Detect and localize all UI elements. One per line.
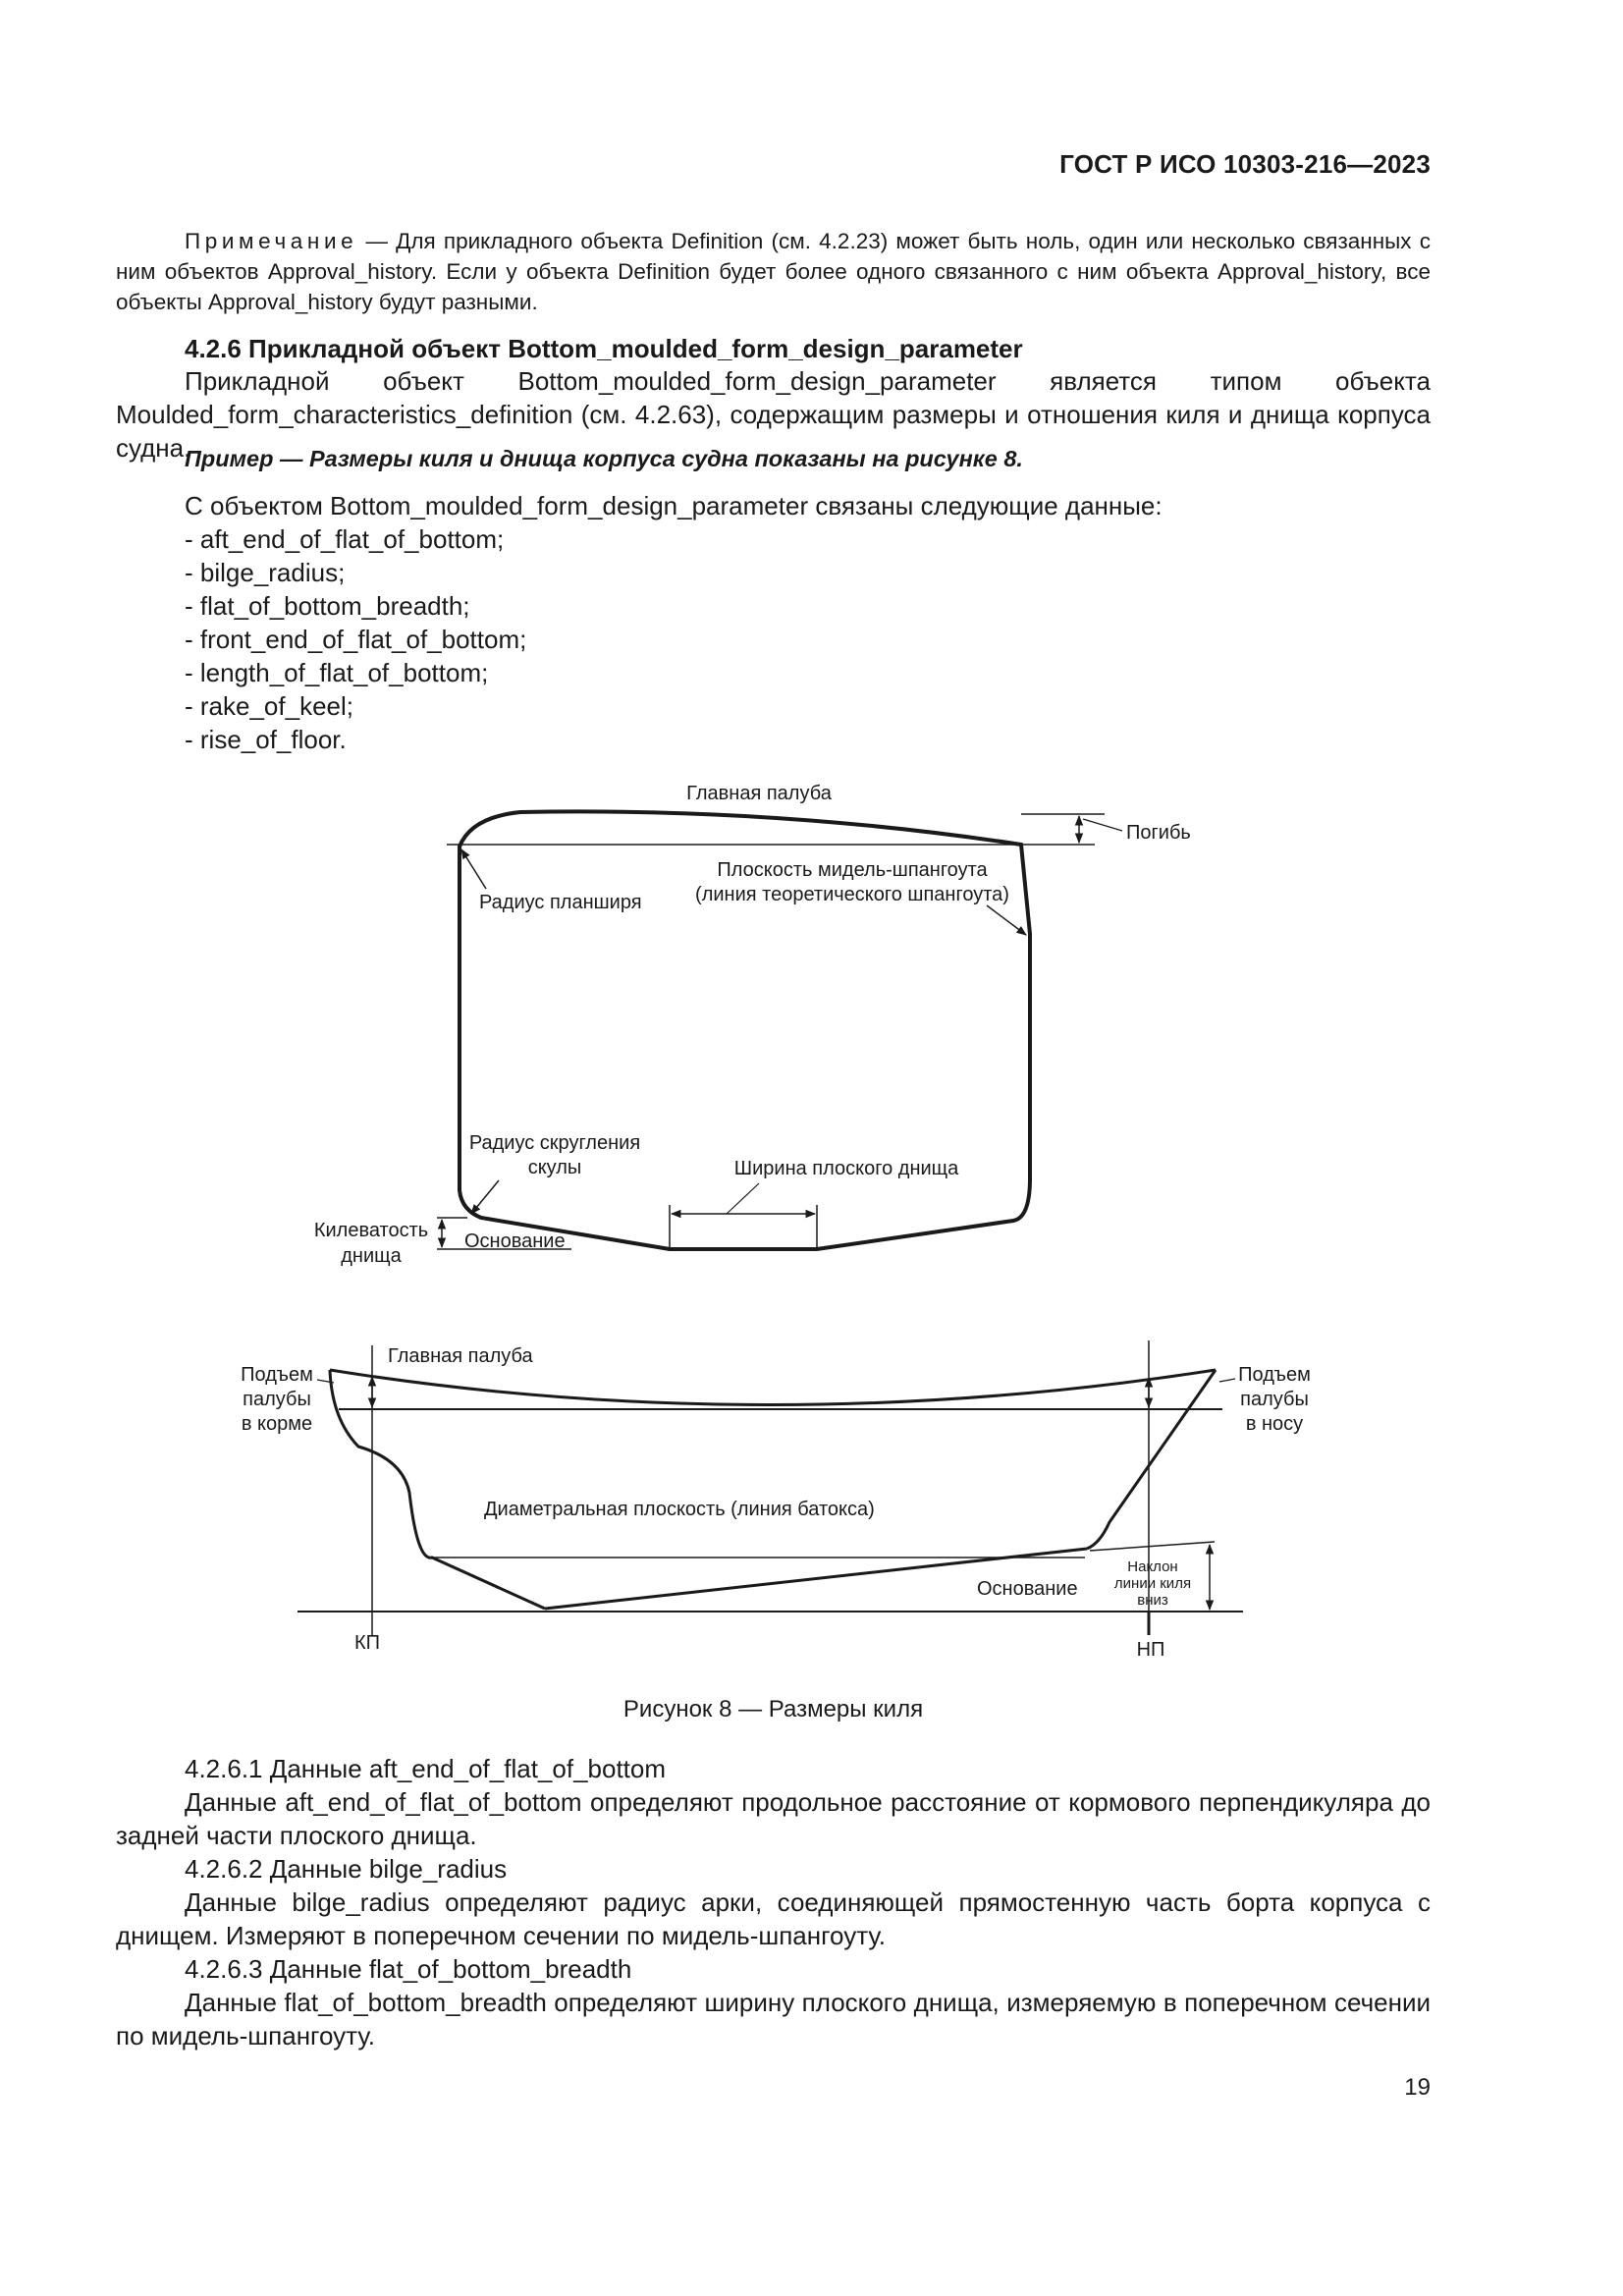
note-text: — Для прикладного объекта Definition (см. 4.2.23) может быть ноль, один или несколько связанных с ним объектов Approval_history. Если у объекта Definition будет более одного связанного с ним объекта Approval_history, все объекты Approval_history будут разными. — [116, 229, 1431, 314]
svg-text:Радиус планширя: Радиус планширя — [479, 892, 642, 913]
stern-profile — [330, 1370, 545, 1609]
svg-text:вниз: вниз — [1137, 1592, 1168, 1609]
bow-profile — [1087, 1370, 1216, 1549]
svg-text:НП: НП — [1136, 1639, 1165, 1661]
subsection-text: Данные flat_of_bottom_breadth определяют ширину плоского днища, измеряемую в поперечном сечении по мидель-шпангоуту. — [116, 1988, 1431, 2050]
profile-labels — [241, 1345, 1311, 1661]
document-header: ГОСТ Р ИСО 10303-216—2023 — [1059, 149, 1431, 179]
list-item: - flat_of_bottom_breadth; — [185, 591, 470, 621]
svg-text:Ширина плоского днища: Ширина плоского днища — [733, 1158, 959, 1179]
svg-text:днища: днища — [341, 1245, 402, 1267]
data-list-intro: С объектом Bottom_moulded_form_design_parameter связаны следующие данные: — [185, 491, 1163, 520]
svg-text:Погибь: Погибь — [1126, 822, 1191, 844]
list-item: - bilge_radius; — [185, 558, 346, 587]
svg-text:палубы: палубы — [243, 1389, 311, 1410]
svg-text:Радиус скругления: Радиус скругления — [468, 1132, 641, 1154]
flat-width-leader — [727, 1183, 759, 1214]
svg-text:Подъем: Подъем — [1238, 1364, 1311, 1386]
svg-text:линии киля: линии киля — [1113, 1575, 1192, 1592]
keel-line — [545, 1549, 1087, 1609]
svg-text:Наклон: Наклон — [1127, 1558, 1178, 1575]
svg-text:Диаметральная плоскость (линия: Диаметральная плоскость (линия батокса) — [484, 1499, 875, 1520]
svg-text:Плоскость мидель-шпангоута: Плоскость мидель-шпангоута — [717, 859, 988, 881]
sheer-fwd-leader — [1219, 1379, 1235, 1382]
subsection-heading: 4.2.6.2 Данные bilge_radius — [185, 1854, 508, 1884]
hull-section-outline — [460, 811, 1030, 1249]
subsection-text: Данные aft_end_of_flat_of_bottom определяют продольное расстояние от кормового перпендикуляра до задней части плоского днища. — [116, 1787, 1431, 1850]
subsections — [116, 1752, 1431, 2052]
page-number: 19 — [1404, 2074, 1431, 2101]
note-paragraph — [116, 226, 1431, 317]
data-list-block — [116, 489, 1431, 756]
example-text: Пример — Размеры киля и днища корпуса судна показаны на рисунке 8. — [185, 446, 1023, 471]
svg-text:Подъем: Подъем — [241, 1364, 313, 1386]
svg-text:Килеватость: Килеватость — [313, 1220, 429, 1241]
subsection-heading: 4.2.6.3 Данные flat_of_bottom_breadth — [185, 1954, 632, 1984]
camber-leader — [1083, 819, 1122, 831]
list-item: - rise_of_floor. — [185, 725, 347, 754]
svg-text:Главная палуба: Главная палуба — [388, 1345, 533, 1367]
section-title: 4.2.6 Прикладной объект Bottom_moulded_form_design_parameter — [185, 334, 1023, 363]
svg-text:КП: КП — [353, 1632, 381, 1654]
deck-sheer-line — [330, 1370, 1216, 1405]
svg-text:скулы: скулы — [527, 1157, 582, 1178]
midship-leader — [987, 905, 1026, 935]
svg-text:Основание: Основание — [977, 1578, 1078, 1600]
subsection-text: Данные bilge_radius определяют радиус арки, соединяющей прямостенную часть борта корпуса с днищем. Измеряют в поперечном сечении по мидель-шпангоуту. — [116, 1887, 1431, 1950]
svg-text:в носу: в носу — [1245, 1413, 1304, 1435]
note-label: Примечание — [185, 229, 358, 253]
figure-caption: Рисунок 8 — Размеры киля — [622, 1696, 924, 1722]
section-intro: Прикладной объект Bottom_moulded_form_design_parameter является типом объекта Moulded_form_characteristics_definition (см. 4.2.63), содержащим размеры и отношения киля и днища корпуса судна. — [116, 366, 1431, 463]
profile-diagram — [298, 1340, 1243, 1635]
svg-text:палубы: палубы — [1240, 1389, 1309, 1410]
midship-section-diagram — [437, 811, 1122, 1249]
subsection-heading: 4.2.6.1 Данные aft_end_of_flat_of_bottom — [185, 1754, 667, 1783]
svg-text:в корме: в корме — [241, 1413, 313, 1435]
gunwale-leader — [461, 849, 486, 889]
data-list — [116, 522, 1431, 756]
list-item: - aft_end_of_flat_of_bottom; — [185, 524, 505, 554]
list-item: - rake_of_keel; — [185, 691, 353, 721]
list-item: - front_end_of_flat_of_bottom; — [185, 625, 527, 654]
svg-text:Основание: Основание — [464, 1230, 566, 1252]
midship-section-labels — [314, 783, 1191, 1267]
bilge-leader — [471, 1180, 499, 1214]
sheer-aft-leader — [317, 1380, 334, 1383]
svg-text:Главная палуба: Главная палуба — [686, 783, 832, 804]
list-item: - length_of_flat_of_bottom; — [185, 658, 489, 687]
svg-text:(линия теоретического шпангоут: (линия теоретического шпангоута) — [695, 884, 1009, 905]
rake-reference-line — [1090, 1542, 1215, 1551]
